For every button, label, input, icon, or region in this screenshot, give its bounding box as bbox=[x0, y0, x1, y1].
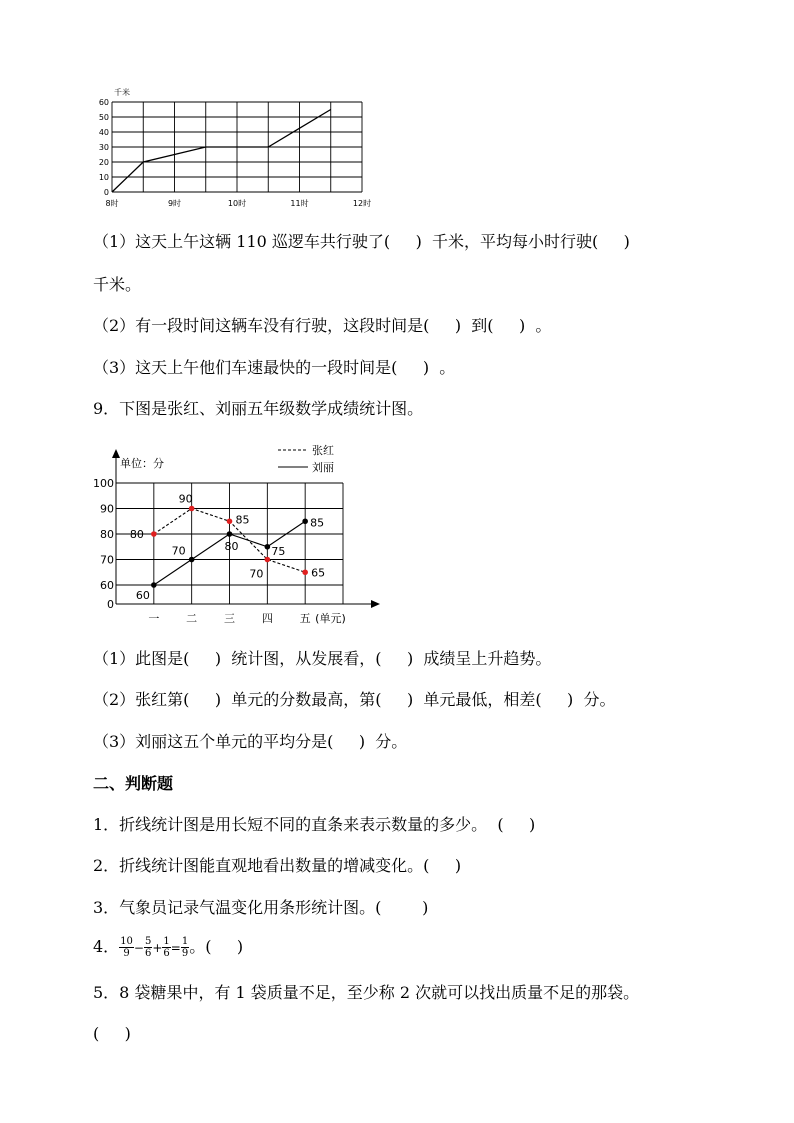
plus-sign: + bbox=[152, 941, 163, 955]
x-tick-label: 11时 bbox=[290, 199, 309, 208]
judge-item-4-prefix: 4． bbox=[93, 937, 120, 956]
judge-item-5-line2: ( ) bbox=[93, 1024, 131, 1043]
equals-sign: = bbox=[170, 941, 181, 955]
zhanghong-point bbox=[227, 518, 233, 524]
x-tick-label: 五 bbox=[299, 612, 311, 625]
data-label: 85 bbox=[310, 516, 325, 530]
y-tick-label: 30 bbox=[98, 143, 109, 152]
q8-part1-line2: 千米。 bbox=[93, 275, 142, 294]
zhanghong-point bbox=[302, 569, 308, 575]
liuli-point bbox=[227, 531, 233, 537]
y-tick-label: 100 bbox=[93, 477, 114, 490]
y-tick-label: 50 bbox=[98, 113, 109, 122]
q9-part3: （3）刘丽这五个单元的平均分是( ) 分。 bbox=[93, 732, 408, 751]
x-tick-label: 9时 bbox=[167, 199, 182, 208]
x-axis-arrow bbox=[371, 600, 380, 608]
x-tick-label: 三 bbox=[224, 612, 235, 625]
y-tick-label: 90 bbox=[100, 502, 114, 516]
zhanghong-point bbox=[265, 557, 271, 563]
minus-sign: − bbox=[133, 941, 144, 955]
y-tick-label: 0 bbox=[103, 188, 109, 197]
q8-part3: （3）这天上午他们车速最快的一段时间是( ) 。 bbox=[93, 358, 456, 377]
y-tick-label: 10 bbox=[98, 173, 109, 182]
x-tick-label: 一 bbox=[148, 612, 160, 625]
y-tick-label: 70 bbox=[100, 553, 114, 567]
q8-part2: （2）有一段时间这辆车没有行驶，这段时间是( ) 到( ) 。 bbox=[93, 316, 552, 335]
liuli-point bbox=[151, 582, 157, 588]
y-tick-label: 60 bbox=[100, 579, 114, 592]
y-tick-label: 40 bbox=[98, 128, 109, 137]
fraction-1-6: $\frac{1}{6}$ bbox=[163, 936, 170, 959]
y-tick-label: 80 bbox=[100, 528, 114, 541]
fraction-10-9: $\frac{10}{9}$ bbox=[120, 936, 133, 959]
data-label: 70 bbox=[249, 567, 264, 581]
judge-item-1: 1．折线统计图是用长短不同的直条来表示数量的多少。 ( ) bbox=[93, 815, 536, 834]
judge-item-4 bbox=[93, 932, 243, 963]
y-tick-label: 20 bbox=[98, 158, 109, 167]
zhanghong-point bbox=[189, 506, 195, 512]
data-label: 80 bbox=[129, 528, 144, 541]
legend-label-liuli: 刘丽 bbox=[312, 461, 334, 474]
data-label: 85 bbox=[235, 513, 250, 527]
x-tick-label: 二 bbox=[186, 612, 198, 625]
legend-label-zhanghong: 张红 bbox=[312, 444, 334, 457]
judge-item-5-line1: 5．8 袋糖果中，有 1 袋质量不足，至少称 2 次就可以找出质量不足的那袋。 bbox=[93, 983, 640, 1002]
zhanghong-point bbox=[151, 531, 157, 537]
x-tick-label: 10时 bbox=[227, 199, 247, 208]
q9-part2: （2）张红第( ) 单元的分数最高，第( ) 单元最低，相差( ) 分。 bbox=[93, 690, 616, 709]
fraction-5-6: $\frac{5}{6}$ bbox=[144, 936, 152, 959]
y-tick-label: 60 bbox=[98, 98, 109, 107]
x-tick-label: 8时 bbox=[105, 199, 119, 208]
q9-part1: （1）此图是( ) 统计图，从发展看，( ) 成绩呈上升趋势。 bbox=[93, 649, 552, 668]
data-label: 70 bbox=[171, 544, 186, 558]
liuli-point bbox=[302, 518, 308, 524]
y-axis-unit-label: 单位：分 bbox=[120, 457, 164, 470]
x-axis-unit-label: (单元) bbox=[315, 612, 346, 625]
y-tick-label: 0 bbox=[107, 598, 114, 611]
distance-series-line bbox=[112, 110, 331, 193]
data-label: 60 bbox=[135, 589, 150, 602]
x-tick-label: 12时 bbox=[352, 199, 372, 208]
liuli-point bbox=[265, 544, 271, 550]
data-label: 90 bbox=[178, 492, 193, 506]
liuli-point bbox=[189, 557, 195, 563]
judge-item-4-suffix: 。( ) bbox=[189, 937, 244, 956]
distance-line-chart bbox=[90, 84, 390, 214]
x-tick-label: 四 bbox=[261, 612, 273, 625]
y-axis-arrow bbox=[112, 449, 120, 458]
q8-part1-line1: （1）这天上午这辆 110 巡逻车共行驶了( ) 千米，平均每小时行驶( ) bbox=[93, 232, 630, 251]
data-label: 65 bbox=[311, 566, 326, 580]
data-label: 80 bbox=[224, 540, 239, 553]
section-heading: 二、判断题 bbox=[93, 774, 174, 793]
fraction-1-9: $\frac{1}{9}$ bbox=[181, 936, 189, 959]
y-axis-unit-label: 千米 bbox=[114, 88, 130, 97]
judge-item-2: 2．折线统计图能直观地看出数量的增减变化。( ) bbox=[93, 856, 462, 875]
judge-item-3: 3．气象员记录气温变化用条形统计图。( ) bbox=[93, 898, 429, 917]
data-label: 75 bbox=[271, 544, 286, 558]
scores-line-chart bbox=[88, 436, 388, 632]
q9-title: 9．下图是张红、刘丽五年级数学成绩统计图。 bbox=[93, 399, 424, 418]
